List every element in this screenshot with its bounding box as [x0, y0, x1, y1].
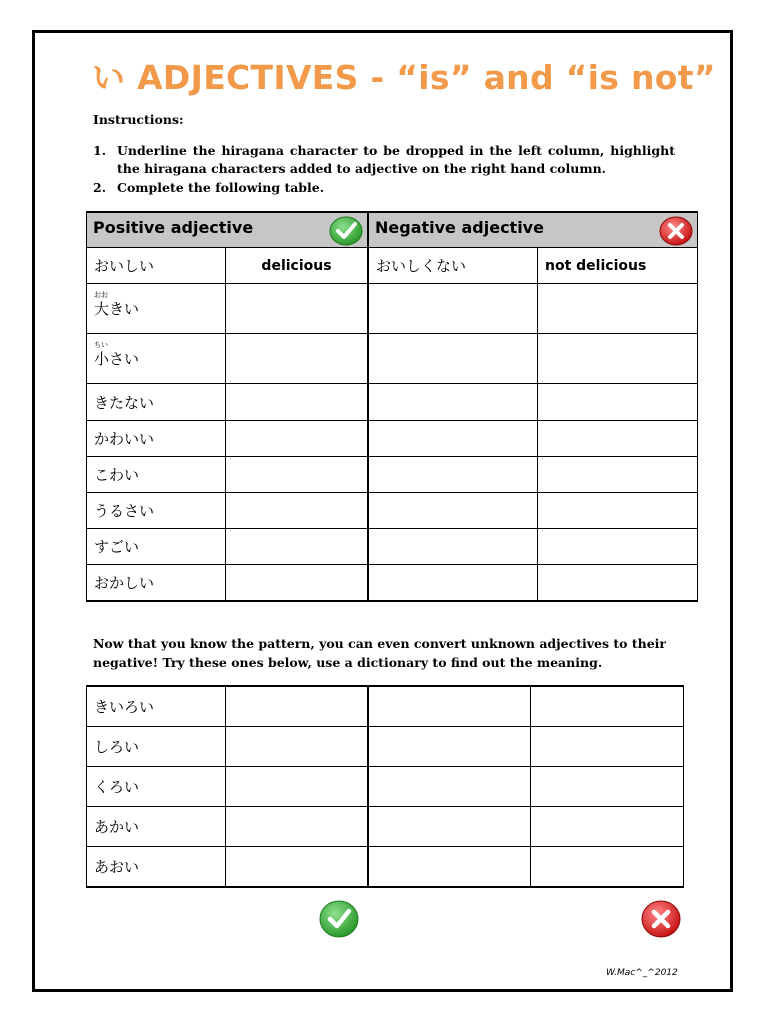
positive-adjective-cell: くろい [87, 766, 226, 806]
check-icon [329, 216, 363, 250]
table-row [87, 806, 684, 846]
meaning-cell[interactable] [226, 284, 369, 334]
negative-meaning-cell[interactable] [531, 686, 684, 726]
meaning-cell[interactable] [226, 493, 369, 529]
instruction-item: 1. Underline the hiragana character to be dropped in the left column, highlight the hiragana characters added to adjective on the right hand column. [93, 143, 675, 176]
negative-meaning-cell[interactable] [531, 806, 684, 846]
negative-meaning-cell[interactable] [538, 334, 698, 384]
negative-adjective-cell[interactable] [368, 284, 538, 334]
meaning-cell[interactable] [226, 565, 369, 601]
negative-meaning-cell[interactable] [538, 529, 698, 565]
check-icon [319, 900, 359, 943]
positive-adjective-cell: きたない [87, 384, 226, 421]
table-row [87, 686, 684, 726]
positive-header: Positive adjective [87, 212, 369, 248]
negative-header: Negative adjective [368, 212, 698, 248]
negative-adjective-cell[interactable] [368, 421, 538, 457]
negative-meaning-cell[interactable] [538, 457, 698, 493]
negative-adjective-cell[interactable] [368, 806, 531, 846]
negative-adjective-cell[interactable] [368, 846, 531, 887]
positive-adjective-cell: うるさい [87, 493, 226, 529]
instructions-label: Instructions: [93, 112, 184, 127]
positive-adjective-cell: おお 大きい [87, 284, 226, 334]
table-row [87, 846, 684, 887]
negative-meaning-cell[interactable] [531, 726, 684, 766]
instruction-item: 2. Complete the following table. [93, 180, 325, 195]
positive-adjective-cell: おかしい [87, 565, 226, 601]
positive-adjective-cell: あおい [87, 846, 226, 887]
negative-adjective-cell[interactable] [368, 766, 531, 806]
negative-adjective-cell[interactable] [368, 334, 538, 384]
positive-adjective-cell: こわい [87, 457, 226, 493]
meaning-cell[interactable] [226, 806, 369, 846]
table-row [87, 284, 698, 334]
positive-adjective-cell: ちい 小さい [87, 334, 226, 384]
furigana: ちい [94, 341, 108, 349]
table-row [87, 726, 684, 766]
meaning-cell[interactable] [226, 726, 369, 766]
instructions-list [93, 142, 675, 198]
negative-adjective-cell[interactable] [368, 384, 538, 421]
negative-adjective-cell[interactable] [368, 493, 538, 529]
negative-adjective-cell[interactable] [368, 457, 538, 493]
meaning-cell[interactable] [226, 529, 369, 565]
meaning-cell[interactable] [226, 766, 369, 806]
table-row [87, 529, 698, 565]
negative-adjective-cell[interactable] [368, 529, 538, 565]
cross-icon [641, 900, 681, 943]
negative-adjective-cell[interactable] [368, 565, 538, 601]
positive-adjective-cell: かわいい [87, 421, 226, 457]
table-row [87, 766, 684, 806]
pattern-note: Now that you know the pattern, you can even convert unknown adjectives to their negative! Try these ones below, use a dictionary to find out the meaning. [93, 636, 666, 670]
table-row [87, 421, 698, 457]
adjective-table [86, 211, 698, 602]
footer-credit: W.Mac^_^2012 [606, 968, 678, 978]
table-row-example [87, 248, 698, 284]
positive-adjective-cell: きいろい [87, 686, 226, 726]
negative-meaning-cell[interactable] [531, 846, 684, 887]
negative-meaning-cell[interactable] [538, 421, 698, 457]
negative-meaning-cell[interactable] [538, 493, 698, 529]
meaning-cell[interactable] [226, 846, 369, 887]
table-row [87, 493, 698, 529]
negative-adjective-cell: おいしくない [368, 248, 538, 284]
negative-meaning-cell[interactable] [538, 565, 698, 601]
table-row [87, 334, 698, 384]
practice-table [86, 685, 684, 888]
positive-adjective-cell: おいしい [87, 248, 226, 284]
negative-adjective-cell[interactable] [368, 686, 531, 726]
cross-icon [659, 216, 693, 250]
table-row [87, 457, 698, 493]
meaning-cell[interactable] [226, 457, 369, 493]
negative-meaning-cell: not delicious [538, 248, 698, 284]
positive-adjective-cell: すごい [87, 529, 226, 565]
table-row [87, 384, 698, 421]
negative-adjective-cell[interactable] [368, 726, 531, 766]
meaning-cell[interactable] [226, 421, 369, 457]
negative-meaning-cell[interactable] [531, 766, 684, 806]
positive-adjective-cell: あかい [87, 806, 226, 846]
meaning-cell[interactable] [226, 686, 369, 726]
negative-meaning-cell[interactable] [538, 284, 698, 334]
furigana: おお [94, 291, 108, 299]
meaning-cell: delicious [226, 248, 369, 284]
positive-adjective-cell: しろい [87, 726, 226, 766]
negative-meaning-cell[interactable] [538, 384, 698, 421]
meaning-cell[interactable] [226, 334, 369, 384]
table-row [87, 565, 698, 601]
page-title: い ADJECTIVES - “is” and “is not” [92, 58, 716, 97]
meaning-cell[interactable] [226, 384, 369, 421]
